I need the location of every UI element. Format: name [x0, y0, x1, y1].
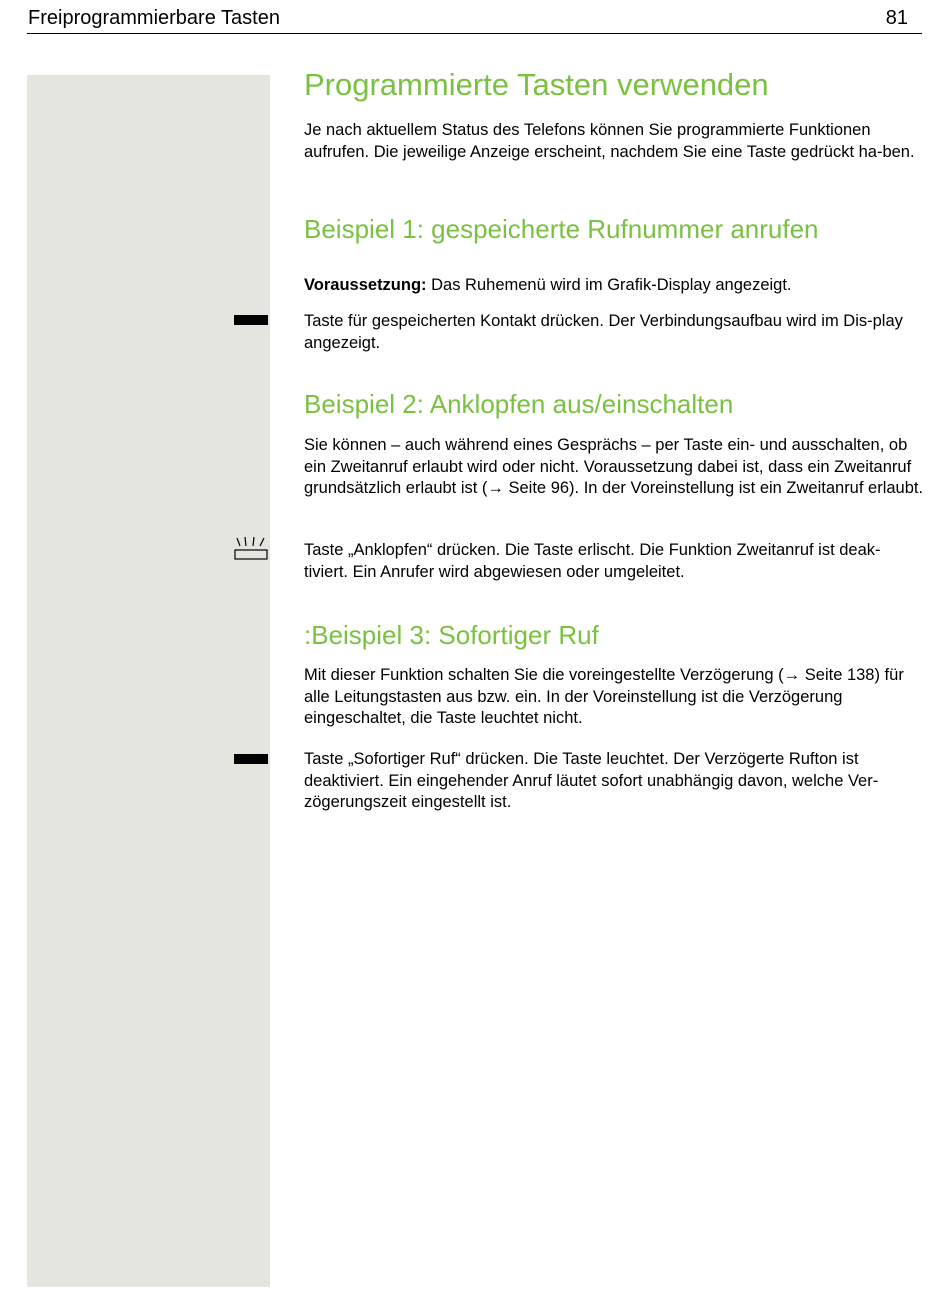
page-title: Programmierte Tasten verwenden [304, 67, 769, 102]
example1-step: Taste für gespeicherten Kontakt drücken. Der Verbindungsaufbau wird im Dis-play angezeigt. [304, 312, 903, 352]
example2-step: Taste „Anklopfen“ drücken. Die Taste erlischt. Die Funktion Zweitanruf ist deak-tiviert. Ein Anrufer wird abgewiesen oder umgeleitet. [304, 541, 881, 581]
blinking-key-icon [234, 536, 268, 562]
example1-prerequisite [304, 275, 924, 297]
programmable-key-icon [234, 315, 268, 325]
running-header-title: Freiprogrammierbare Tasten [28, 7, 280, 29]
prerequisite-text: Das Ruhemenü wird im Grafik-Display angezeigt. [426, 276, 792, 294]
example1-heading: Beispiel 1: gespeicherte Rufnummer anrufen [304, 214, 819, 244]
example2-heading: Beispiel 2: Anklopfen aus/einschalten [304, 389, 734, 419]
example3-step: Taste „Sofortiger Ruf“ drücken. Die Taste leuchtet. Der Verzögerte Rufton ist deaktiviert. Ein eingehender Anruf läutet sofort unabhängig davon, welche Ver-zögerungszeit eingestellt ist. [304, 750, 879, 811]
example2-paragraph: Sie können – auch während eines Gesprächs – per Taste ein- und ausschalten, ob ein Zweitanruf erlaubt wird oder nicht. Voraussetzung dabei ist, dass ein Zweitanruf grundsätzlich erlaubt ist (→ Seite 96). In der Voreinstellung ist ein Zweitanruf erlaubt. [304, 436, 924, 497]
programmable-key-icon [234, 754, 268, 764]
example3-paragraph: Mit dieser Funktion schalten Sie die voreingestellte Verzögerung (→ Seite 138) für alle Leitungstasten aus bzw. ein. In der Voreinstellung ist die Verzögerung eingeschaltet, die Taste leuchtet nicht. [304, 666, 904, 727]
page-number: 81 [885, 7, 908, 29]
example3-heading: :Beispiel 3: Sofortiger Ruf [304, 620, 599, 650]
header-rule [27, 33, 922, 34]
sidebar-margin [27, 75, 270, 1287]
prerequisite-label: Voraussetzung: [304, 276, 427, 294]
intro-paragraph: Je nach aktuellem Status des Telefons können Sie programmierte Funktionen aufrufen. Die jeweilige Anzeige erscheint, nachdem Sie eine Taste gedrückt ha-ben. [304, 121, 915, 161]
